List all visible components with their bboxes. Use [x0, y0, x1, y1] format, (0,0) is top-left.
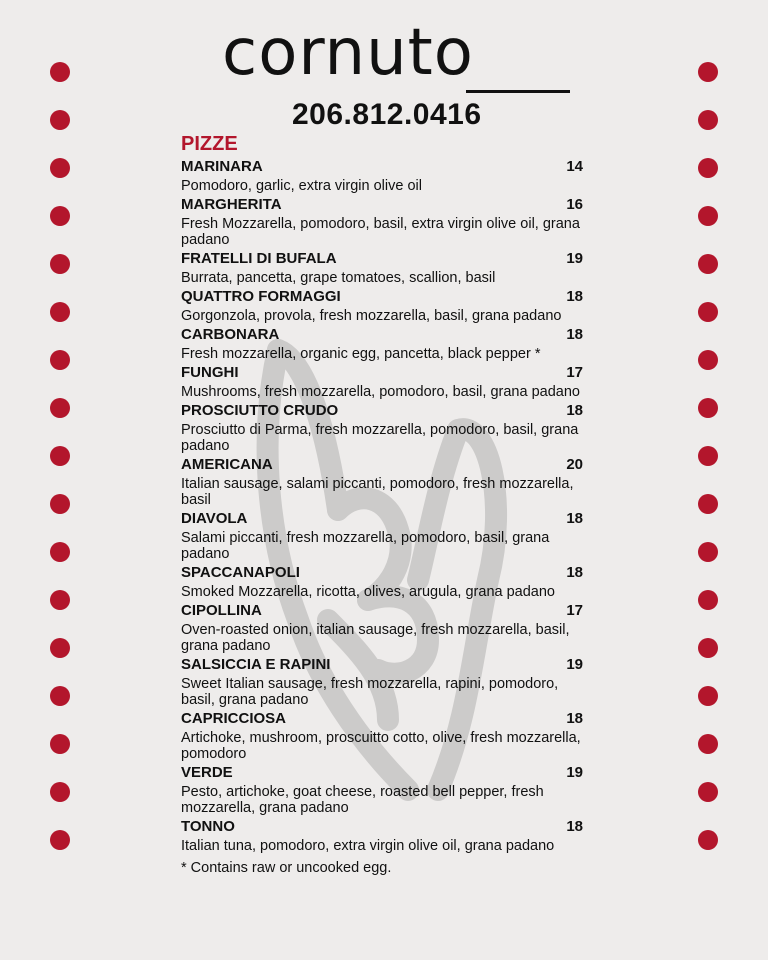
dot-decoration [50, 590, 70, 610]
dot-decoration [698, 206, 718, 226]
menu-item [181, 656, 591, 708]
menu-item [181, 510, 591, 562]
item-description: Smoked Mozzarella, ricotta, olives, arugula, grana padano [181, 584, 555, 600]
item-price: 18 [566, 326, 583, 343]
item-price: 18 [566, 564, 583, 581]
item-description: Prosciutto di Parma, fresh mozzarella, pomodoro, basil, grana padano [181, 422, 579, 454]
dot-decoration [50, 350, 70, 370]
item-price: 17 [566, 602, 583, 619]
item-name: FRATELLI DI BUFALA [181, 250, 337, 267]
menu-item [181, 364, 591, 400]
dot-decoration [50, 302, 70, 322]
dot-decoration [50, 494, 70, 514]
dot-decoration [50, 638, 70, 658]
item-price: 18 [566, 402, 583, 419]
item-description: Mushrooms, fresh mozzarella, pomodoro, basil, grana padano [181, 384, 580, 400]
dot-decoration [698, 686, 718, 706]
dot-decoration [698, 638, 718, 658]
menu-item [181, 158, 591, 194]
dot-decoration [50, 62, 70, 82]
item-price: 19 [566, 656, 583, 673]
item-name: CAPRICCIOSA [181, 710, 287, 727]
dot-decoration [698, 110, 718, 130]
item-description: Pomodoro, garlic, extra virgin olive oil [181, 178, 422, 194]
dot-decoration [50, 110, 70, 130]
dot-decoration [50, 830, 70, 850]
item-price: 18 [566, 510, 583, 527]
dot-decoration [698, 542, 718, 562]
item-description: Burrata, pancetta, grape tomatoes, scallion, basil [181, 270, 496, 286]
item-price: 18 [566, 710, 583, 727]
menu-item [181, 326, 591, 362]
item-name: MARINARA [181, 158, 263, 175]
item-name: TONNO [181, 818, 235, 835]
dot-decoration [50, 542, 70, 562]
item-price: 16 [566, 196, 583, 213]
menu-item [181, 250, 591, 286]
dot-decoration [698, 62, 718, 82]
section-title: PIZZE [181, 133, 238, 155]
dot-decoration [50, 782, 70, 802]
item-name: FUNGHI [181, 364, 239, 381]
item-name: QUATTRO FORMAGGI [181, 288, 341, 305]
dot-decoration [698, 494, 718, 514]
dot-decoration [698, 254, 718, 274]
item-description: Fresh Mozzarella, pomodoro, basil, extra virgin olive oil, grana padano [181, 216, 580, 248]
dot-decoration [698, 734, 718, 754]
item-description: Salami piccanti, fresh mozzarella, pomodoro, basil, grana padano [181, 530, 550, 562]
item-name: VERDE [181, 764, 233, 781]
item-name: AMERICANA [181, 456, 273, 473]
item-description: Oven-roasted onion, italian sausage, fresh mozzarella, basil, grana padano [181, 622, 570, 654]
dot-decoration [50, 446, 70, 466]
item-price: 19 [566, 764, 583, 781]
item-price: 17 [566, 364, 583, 381]
menu-item [181, 764, 591, 816]
item-name: CARBONARA [181, 326, 280, 343]
item-description: Pesto, artichoke, goat cheese, roasted bell pepper, fresh mozzarella, grana padano [181, 784, 544, 816]
item-description: Italian sausage, salami piccanti, pomodoro, fresh mozzarella, basil [181, 476, 574, 508]
brand-logo: cornuto [222, 16, 474, 90]
menu-item [181, 288, 591, 324]
item-price: 19 [566, 250, 583, 267]
dot-decoration [698, 350, 718, 370]
item-name: PROSCIUTTO CRUDO [181, 402, 339, 419]
dot-decoration [698, 590, 718, 610]
dot-decoration [698, 398, 718, 418]
item-name: SPACCANAPOLI [181, 564, 300, 581]
menu-item [181, 564, 591, 600]
logo-underline [466, 90, 570, 93]
menu-item [181, 196, 591, 248]
dot-decoration [50, 158, 70, 178]
menu-item [181, 818, 591, 854]
dot-decoration [698, 782, 718, 802]
menu-item [181, 710, 591, 762]
item-price: 18 [566, 818, 583, 835]
dot-decoration [50, 686, 70, 706]
item-name: DIAVOLA [181, 510, 248, 527]
dot-decoration [50, 254, 70, 274]
item-name: CIPOLLINA [181, 602, 262, 619]
item-description: Italian tuna, pomodoro, extra virgin olive oil, grana padano [181, 838, 555, 854]
dot-decoration [698, 830, 718, 850]
dot-decoration [698, 158, 718, 178]
item-description: Artichoke, mushroom, proscuitto cotto, olive, fresh mozzarella, pomodoro [181, 730, 581, 762]
footnote: * Contains raw or uncooked egg. [181, 860, 392, 876]
item-price: 18 [566, 288, 583, 305]
dot-decoration [50, 206, 70, 226]
menu-item [181, 402, 591, 454]
left-dot-border [50, 62, 70, 878]
item-description: Fresh mozzarella, organic egg, pancetta, black pepper * [181, 346, 541, 362]
dot-decoration [50, 734, 70, 754]
item-description: Sweet Italian sausage, fresh mozzarella, rapini, pomodoro, basil, grana padano [181, 676, 559, 708]
dot-decoration [698, 302, 718, 322]
item-name: SALSICCIA E RAPINI [181, 656, 331, 673]
menu-list [181, 132, 591, 876]
dot-decoration [50, 398, 70, 418]
item-price: 14 [566, 158, 583, 175]
phone-number[interactable]: 206.812.0416 [292, 98, 482, 131]
item-price: 20 [566, 456, 583, 473]
menu-item [181, 602, 591, 654]
dot-decoration [698, 446, 718, 466]
item-description: Gorgonzola, provola, fresh mozzarella, basil, grana padano [181, 308, 562, 324]
menu-item [181, 456, 591, 508]
item-name: MARGHERITA [181, 196, 282, 213]
right-dot-border [698, 62, 718, 878]
